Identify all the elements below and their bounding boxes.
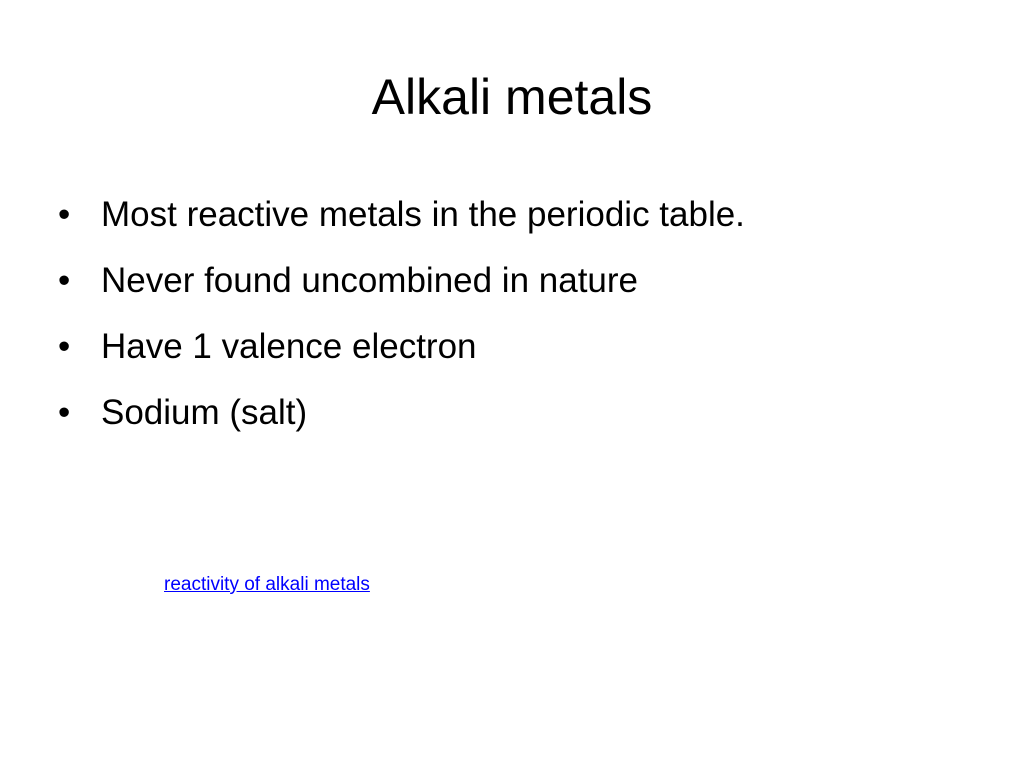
bullet-item [58,314,978,380]
bullet-dot-icon: • [58,327,71,366]
bullet-dot-icon: • [58,393,71,432]
bullet-list [58,182,978,446]
slide-title: Alkali metals [371,69,653,125]
bullet-item [58,182,978,248]
bullet-text: Sodium (salt) [101,393,308,432]
bullet-dot-icon: • [58,195,71,234]
bullet-text: Have 1 valence electron [101,327,477,366]
bullet-text: Most reactive metals in the periodic table. [101,195,745,234]
reactivity-link[interactable]: reactivity of alkali metals [164,574,370,595]
bullet-text: Never found uncombined in nature [101,261,639,300]
bullet-item [58,380,978,446]
bullet-item [58,248,978,314]
bullet-dot-icon: • [58,261,71,300]
